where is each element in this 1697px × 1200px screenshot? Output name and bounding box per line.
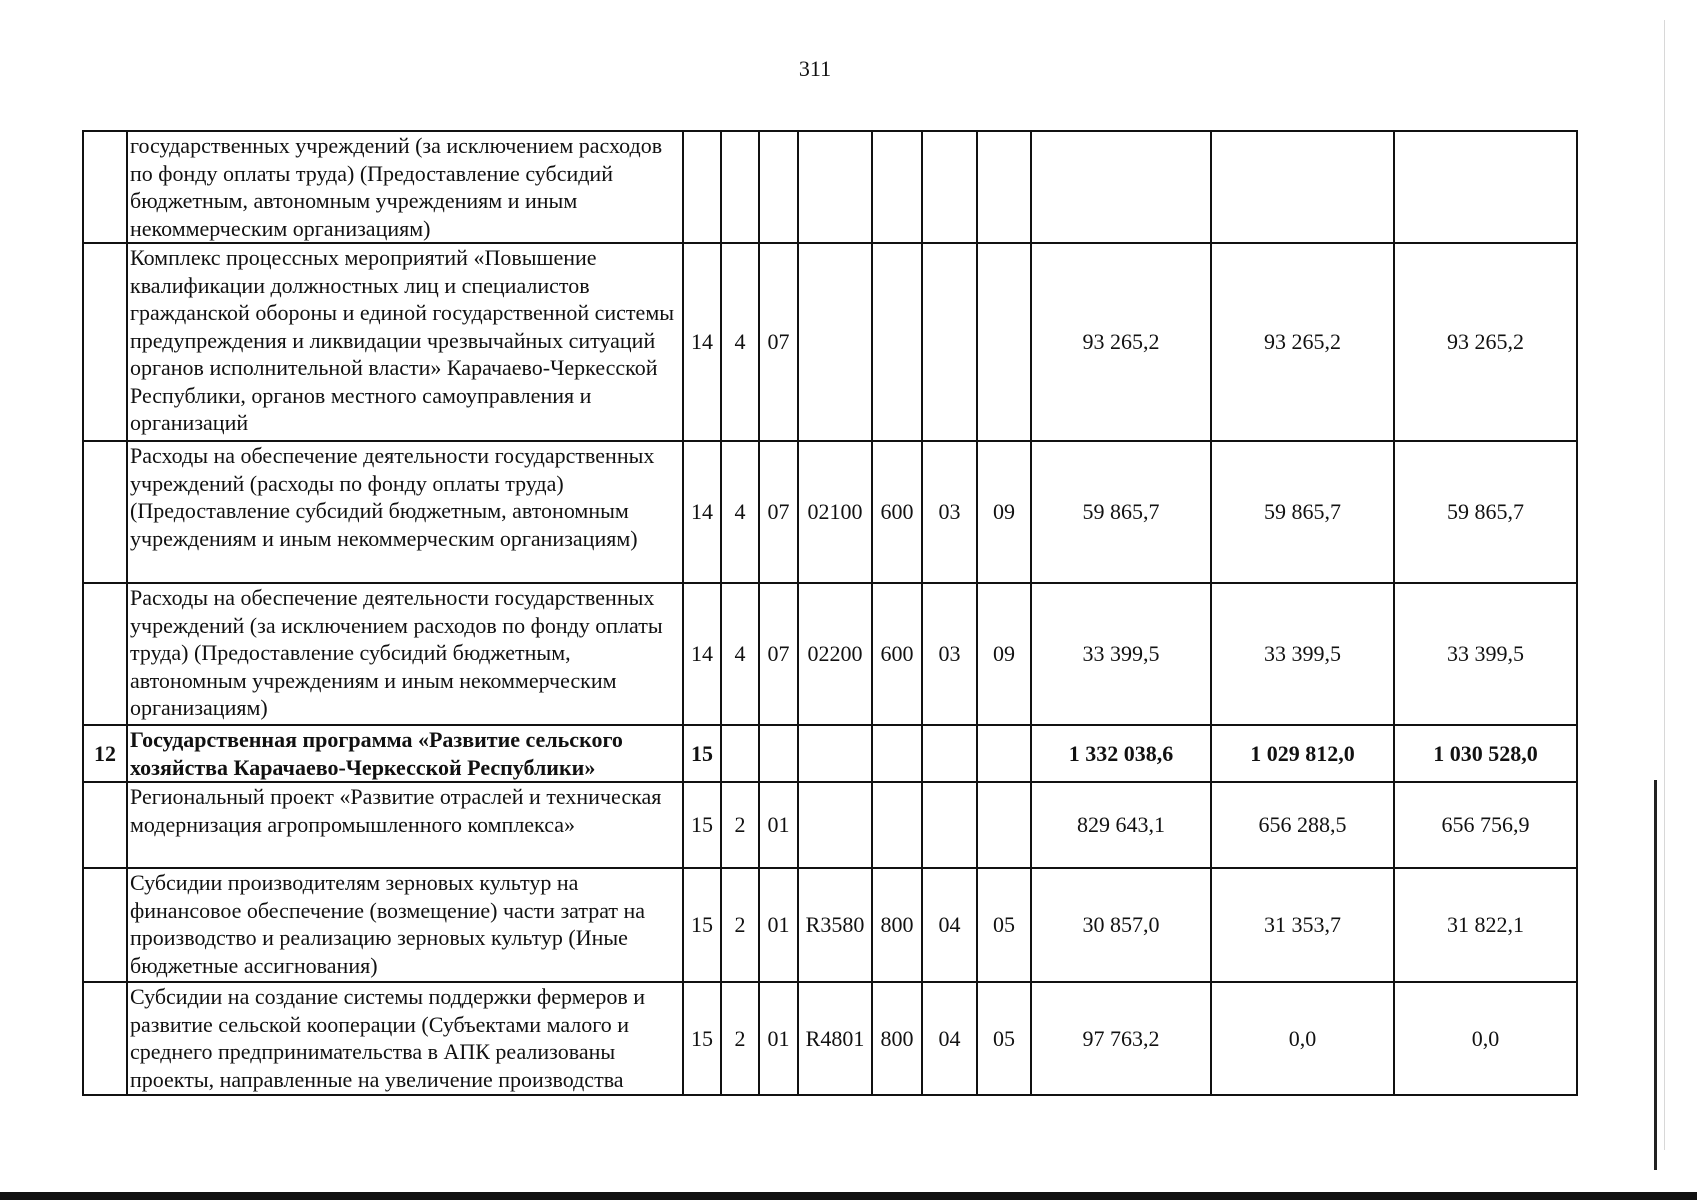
code-event-cell: 07 (759, 583, 798, 725)
scan-edge-line (1664, 20, 1665, 1150)
code-subprogram-cell: 2 (721, 868, 759, 982)
code-expense-type-cell: 800 (872, 982, 922, 1095)
amount-year2-cell: 59 865,7 (1211, 441, 1394, 583)
table-row (83, 441, 1577, 583)
code-subsection-cell (977, 131, 1031, 243)
table-row (83, 583, 1577, 725)
code-direction-cell (798, 131, 872, 243)
amount-year1-cell (1031, 131, 1211, 243)
amount-year3-cell: 93 265,2 (1394, 243, 1577, 441)
code-section-cell (922, 782, 977, 868)
code-direction-cell: R3580 (798, 868, 872, 982)
amount-year3-cell (1394, 131, 1577, 243)
row-number-cell (83, 131, 127, 243)
code-section-cell: 04 (922, 868, 977, 982)
amount-year3-cell: 59 865,7 (1394, 441, 1577, 583)
code-expense-type-cell (872, 243, 922, 441)
code-expense-type-cell: 600 (872, 441, 922, 583)
amount-year3-cell: 33 399,5 (1394, 583, 1577, 725)
row-name-cell: Субсидии производителям зерновых культур на финансовое обеспечение (возмещение) части затрат на производство и реализацию зерновых культур (Иные бюджетные ассигнования) (127, 868, 683, 982)
row-number-cell (83, 868, 127, 982)
code-subprogram-cell: 4 (721, 243, 759, 441)
code-subsection-cell: 09 (977, 441, 1031, 583)
code-subsection-cell (977, 243, 1031, 441)
code-event-cell (759, 131, 798, 243)
code-event-cell (759, 725, 798, 782)
row-name-cell: Субсидии на создание системы поддержки фермеров и развитие сельской кооперации (Субъектами малого и среднего предпринимательства в АПК реализованы проекты, направленные на увеличение производства (127, 982, 683, 1095)
code-expense-type-cell (872, 782, 922, 868)
code-subsection-cell (977, 725, 1031, 782)
table-row (83, 868, 1577, 982)
row-number-cell (83, 982, 127, 1095)
amount-year1-cell: 33 399,5 (1031, 583, 1211, 725)
code-event-cell: 07 (759, 243, 798, 441)
code-subprogram-cell (721, 725, 759, 782)
code-subprogram-cell: 2 (721, 782, 759, 868)
amount-year3-cell: 0,0 (1394, 982, 1577, 1095)
code-direction-cell: 02200 (798, 583, 872, 725)
code-section-cell (922, 725, 977, 782)
amount-year1-cell: 30 857,0 (1031, 868, 1211, 982)
amount-year2-cell: 0,0 (1211, 982, 1394, 1095)
code-event-cell: 01 (759, 782, 798, 868)
code-direction-cell: 02100 (798, 441, 872, 583)
code-event-cell: 01 (759, 982, 798, 1095)
amount-year3-cell: 1 030 528,0 (1394, 725, 1577, 782)
row-number-cell: 12 (83, 725, 127, 782)
code-direction-cell (798, 725, 872, 782)
amount-year1-cell: 97 763,2 (1031, 982, 1211, 1095)
code-section-cell (922, 243, 977, 441)
row-number-cell (83, 441, 127, 583)
amount-year2-cell: 656 288,5 (1211, 782, 1394, 868)
code-ministry-cell: 15 (683, 782, 721, 868)
code-subsection-cell (977, 782, 1031, 868)
code-subprogram-cell: 2 (721, 982, 759, 1095)
code-event-cell: 01 (759, 868, 798, 982)
row-name-cell: Региональный проект «Развитие отраслей и техническая модернизация агропромышленного комплекса» (127, 782, 683, 868)
row-number-cell (83, 782, 127, 868)
table-row (83, 782, 1577, 868)
code-subprogram-cell: 4 (721, 583, 759, 725)
code-section-cell: 04 (922, 982, 977, 1095)
code-section-cell: 03 (922, 583, 977, 725)
page-number: 311 (798, 56, 832, 81)
code-subprogram-cell (721, 131, 759, 243)
amount-year3-cell: 31 822,1 (1394, 868, 1577, 982)
code-expense-type-cell (872, 725, 922, 782)
table-row (83, 725, 1577, 782)
amount-year1-cell: 59 865,7 (1031, 441, 1211, 583)
code-section-cell (922, 131, 977, 243)
amount-year1-cell: 93 265,2 (1031, 243, 1211, 441)
row-number-cell (83, 243, 127, 441)
amount-year1-cell: 829 643,1 (1031, 782, 1211, 868)
scan-bottom-border (0, 1192, 1697, 1200)
code-direction-cell: R4801 (798, 982, 872, 1095)
amount-year1-cell: 1 332 038,6 (1031, 725, 1211, 782)
code-ministry-cell: 15 (683, 868, 721, 982)
amount-year2-cell (1211, 131, 1394, 243)
table-row (83, 243, 1577, 441)
code-subsection-cell: 09 (977, 583, 1031, 725)
amount-year2-cell: 93 265,2 (1211, 243, 1394, 441)
row-name-cell: Расходы на обеспечение деятельности государственных учреждений (за исключением расходов по фонду оплаты труда) (Предоставление субсидий бюджетным, автономным учреждениям и иным некоммерческим организациям) (127, 583, 683, 725)
row-name-cell: Расходы на обеспечение деятельности государственных учреждений (расходы по фонду оплаты труда) (Предоставление субсидий бюджетным, автономным учреждениям и иным некоммерческим организациям) (127, 441, 683, 583)
code-ministry-cell (683, 131, 721, 243)
code-ministry-cell: 14 (683, 243, 721, 441)
code-ministry-cell: 15 (683, 982, 721, 1095)
amount-year3-cell: 656 756,9 (1394, 782, 1577, 868)
code-subprogram-cell: 4 (721, 441, 759, 583)
scan-edge-mark (1654, 780, 1657, 1170)
code-ministry-cell: 15 (683, 725, 721, 782)
row-number-cell (83, 583, 127, 725)
code-event-cell: 07 (759, 441, 798, 583)
code-section-cell: 03 (922, 441, 977, 583)
budget-table (82, 130, 1578, 1096)
table-row (83, 982, 1577, 1095)
code-expense-type-cell: 600 (872, 583, 922, 725)
row-name-cell: Государственная программа «Развитие сельского хозяйства Карачаево-Черкесской Республики» (127, 725, 683, 782)
code-subsection-cell: 05 (977, 982, 1031, 1095)
code-ministry-cell: 14 (683, 441, 721, 583)
row-name-cell: Комплекс процессных мероприятий «Повышение квалификации должностных лиц и специалистов гражданской обороны и единой государственной системы предупреждения и ликвидации чрезвычайных ситуаций органов исполнительной власти» Карачаево-Черкесской Республики, органов местного самоуправления и организаций (127, 243, 683, 441)
code-ministry-cell: 14 (683, 583, 721, 725)
amount-year2-cell: 31 353,7 (1211, 868, 1394, 982)
amount-year2-cell: 1 029 812,0 (1211, 725, 1394, 782)
code-expense-type-cell (872, 131, 922, 243)
code-direction-cell (798, 243, 872, 441)
table-row (83, 131, 1577, 243)
code-direction-cell (798, 782, 872, 868)
row-name-cell: государственных учреждений (за исключением расходов по фонду оплаты труда) (Предоставление субсидий бюджетным, автономным учреждениям и иным некоммерческим организациям) (127, 131, 683, 243)
code-subsection-cell: 05 (977, 868, 1031, 982)
amount-year2-cell: 33 399,5 (1211, 583, 1394, 725)
code-expense-type-cell: 800 (872, 868, 922, 982)
